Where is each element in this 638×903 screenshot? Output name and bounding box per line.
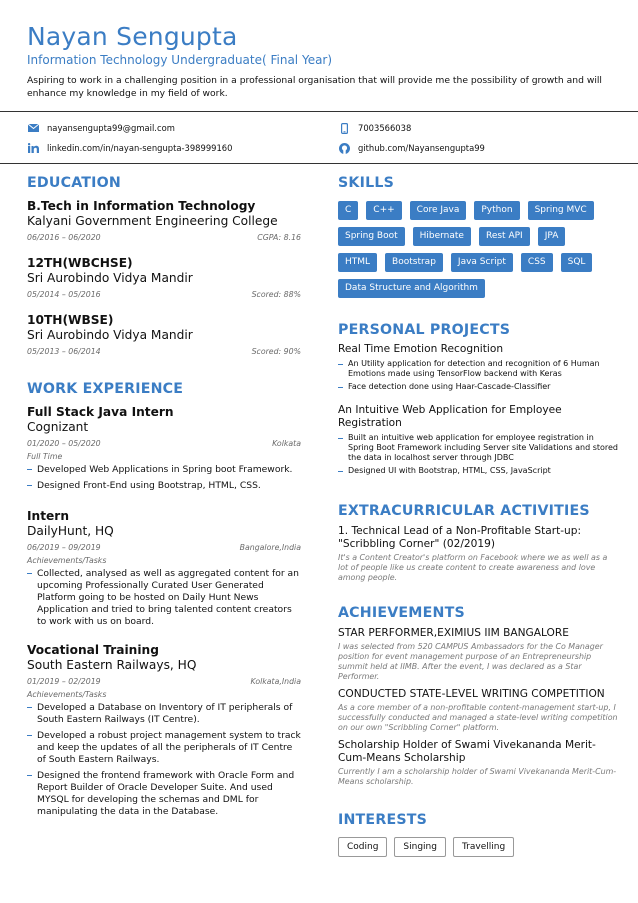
achievement-entry [338,627,618,682]
list-item: Designed Front-End using Bootstrap, HTML, CSS. [27,480,301,492]
job-title: Vocational Training [27,643,159,657]
achievement-title: CONDUCTED STATE-LEVEL WRITING COMPETITION [338,688,605,700]
achievement-entry [338,688,618,733]
github-icon [338,142,350,154]
achievement-desc: Currently I am a scholarship holder of Swami Vivekananda Merit-Cum-Means scholarship. [338,767,617,786]
skill-tag: CSS [521,253,553,272]
job-location: Bangalore,India [239,543,301,552]
job-title: Intern [27,509,69,523]
edu-meta [27,233,301,243]
list-item: Developed a Database on Inventory of IT peripherals of South Eastern Railways (IT Centre). [27,702,301,726]
work-entry [27,509,301,628]
email-text[interactable]: nayansengupta99@gmail.com [47,123,175,133]
skill-tag: C [338,201,358,220]
job-location: Kolkata [272,439,301,448]
job-company: Cognizant [27,420,89,434]
project-title: An Intuitive Web Application for Employee Registration [338,404,562,429]
job-meta [27,439,301,449]
list-item: Designed UI with Bootstrap, HTML, CSS, JavaScript [338,466,618,476]
linkedin-icon [27,142,39,154]
candidate-name: Nayan Sengupta [27,22,238,51]
activity-title: 1. Technical Lead of a Non-Profitable Start-up: "Scribbling Corner" (02/2019) [338,525,582,550]
left-column [27,174,301,822]
job-dates: 01/2019 – 02/2019 [27,677,101,686]
project-bullets [338,433,618,476]
job-title: Full Stack Java Intern [27,405,174,419]
right-column [338,174,618,857]
job-company: South Eastern Railways, HQ [27,658,197,672]
extracurricular-heading: EXTRACURRICULAR ACTIVITIES [338,503,590,519]
edu-school: Sri Aurobindo Vidya Mandir [27,271,193,285]
contact-github[interactable] [338,141,485,155]
linkedin-text[interactable]: linkedin.com/in/nayan-sengupta-398999160 [47,143,233,153]
edu-school: Kalyani Government Engineering College [27,214,278,228]
contact-phone[interactable] [338,121,411,135]
skills-heading: SKILLS [338,175,394,191]
edu-school: Sri Aurobindo Vidya Mandir [27,328,193,342]
skill-tag: Spring Boot [338,227,405,246]
edu-score: CGPA: 8.16 [257,233,301,242]
edu-degree: B.Tech in Information Technology [27,199,256,213]
job-bullets [27,464,301,492]
job-location: Kolkata,India [250,677,301,686]
interests-list [338,837,618,857]
interests-heading: INTERESTS [338,812,428,828]
education-heading: EDUCATION [27,175,121,191]
edu-meta [27,290,301,300]
job-dates: 06/2019 – 09/2019 [27,543,101,552]
list-item: Developed a robust project management system to track and keep the updates of all the peripherals of IT Centre of South Eastern Railways. [27,730,301,766]
skill-tag: Spring MVC [528,201,594,220]
achievement-entry [338,739,618,787]
edu-dates: 05/2014 – 05/2016 [27,290,101,299]
achievement-desc: As a core member of a non-profitable content-management start-up, I successfully conducted and managed a state-level writing competition on our own "Scribbling Corner" platform. [338,703,618,732]
job-meta [27,543,301,553]
skill-tag: C++ [366,201,401,220]
list-item: Designed the frontend framework with Oracle Form and Report Builder of Oracle Developer Suite. And used MYSQL for developing the schemas and DML for manipulating the data in the Database. [27,770,301,818]
candidate-summary: Aspiring to work in a challenging position in a professional organisation that will provide me the possibility of growth and will enhance my knowledge in my field of work. [27,75,602,99]
work-entry [27,643,301,818]
skill-tag: Rest API [479,227,530,246]
projects-heading: PERSONAL PROJECTS [338,322,511,338]
job-type: Full Time [27,452,63,461]
skill-tag: SQL [561,253,593,272]
header-divider-top [0,111,638,112]
list-item: Built an intuitive web application for employee registration in Spring Boot Framework including Server site Validations and stored the data in localhost server through JDBC [338,433,618,463]
skill-tag: Python [474,201,519,220]
education-entry [27,199,301,243]
job-bullets [27,702,301,818]
project-bullets [338,359,618,392]
list-item: An Utility application for detection and recognition of 6 Human Emotions made using TensorFlow backend with Keras [338,359,618,379]
list-item: Face detection done using Haar-Cascade-Classifier [338,382,618,392]
edu-score: Scored: 88% [251,290,301,299]
work-entry [27,405,301,492]
mobile-phone-icon [338,122,350,134]
edu-score: Scored: 90% [251,347,301,356]
education-entry [27,256,301,300]
phone-text[interactable]: 7003566038 [358,123,412,133]
job-sub-heading: Achievements/Tasks [27,690,107,699]
contact-email[interactable] [27,121,175,135]
work-heading: WORK EXPERIENCE [27,381,184,397]
candidate-subtitle: Information Technology Undergraduate( Final Year) [27,53,333,67]
education-entry [27,313,301,357]
skill-tag: HTML [338,253,377,272]
interest-tag: Travelling [453,837,514,857]
project-entry [338,343,618,392]
github-text[interactable]: github.com/Nayansengupta99 [358,143,485,153]
contact-linkedin[interactable] [27,141,232,155]
project-title: Real Time Emotion Recognition [338,343,504,355]
edu-dates: 05/2013 – 06/2014 [27,347,101,356]
job-bullets [27,568,301,628]
interest-tag: Singing [394,837,446,857]
skill-tag: Core Java [410,201,467,220]
skills-list [338,201,618,305]
edu-degree: 12TH(WBCHSE) [27,256,133,270]
edu-dates: 06/2016 – 06/2020 [27,233,101,242]
skill-tag: Bootstrap [385,253,443,272]
skill-tag: JPA [538,227,566,246]
skill-tag: Hibernate [413,227,471,246]
edu-meta [27,347,301,357]
job-company: DailyHunt, HQ [27,524,114,538]
header-divider-bottom [0,163,638,164]
achievements-heading: ACHIEVEMENTS [338,605,465,621]
list-item: Collected, analysed as well as aggregated content for an upcoming Professionally Curated User Generated Platform going to be hosted on Daily Hunt News Application and tried to bring talented content creators to work with us on board. [27,568,301,628]
project-entry [338,404,618,476]
envelope-icon [27,122,39,134]
job-dates: 01/2020 – 05/2020 [27,439,101,448]
skill-tag: Data Structure and Algorithm [338,279,485,298]
job-sub-heading: Achievements/Tasks [27,556,107,565]
job-meta [27,677,301,687]
achievement-title: Scholarship Holder of Swami Vivekananda Merit-Cum-Means Scholarship [338,739,596,764]
resume-header [27,22,617,100]
interest-tag: Coding [338,837,387,857]
skill-tag: Java Script [451,253,513,272]
achievement-desc: I was selected from 520 CAMPUS Ambassadors for the Co Manager position for event management purpose of an Entrepreneurship summit held at IIMB. After the event, I was declared as a Star Performer. [338,642,603,681]
edu-degree: 10TH(WBSE) [27,313,114,327]
activity-desc: It's a Content Creator's platform on Facebook where we as well as a lot of people like us create content to create awareness and love among people. [338,553,608,582]
achievement-title: STAR PERFORMER,EXIMIUS IIM BANGALORE [338,627,569,639]
activity-entry [338,525,618,583]
list-item: Developed Web Applications in Spring boot Framework. [27,464,301,476]
